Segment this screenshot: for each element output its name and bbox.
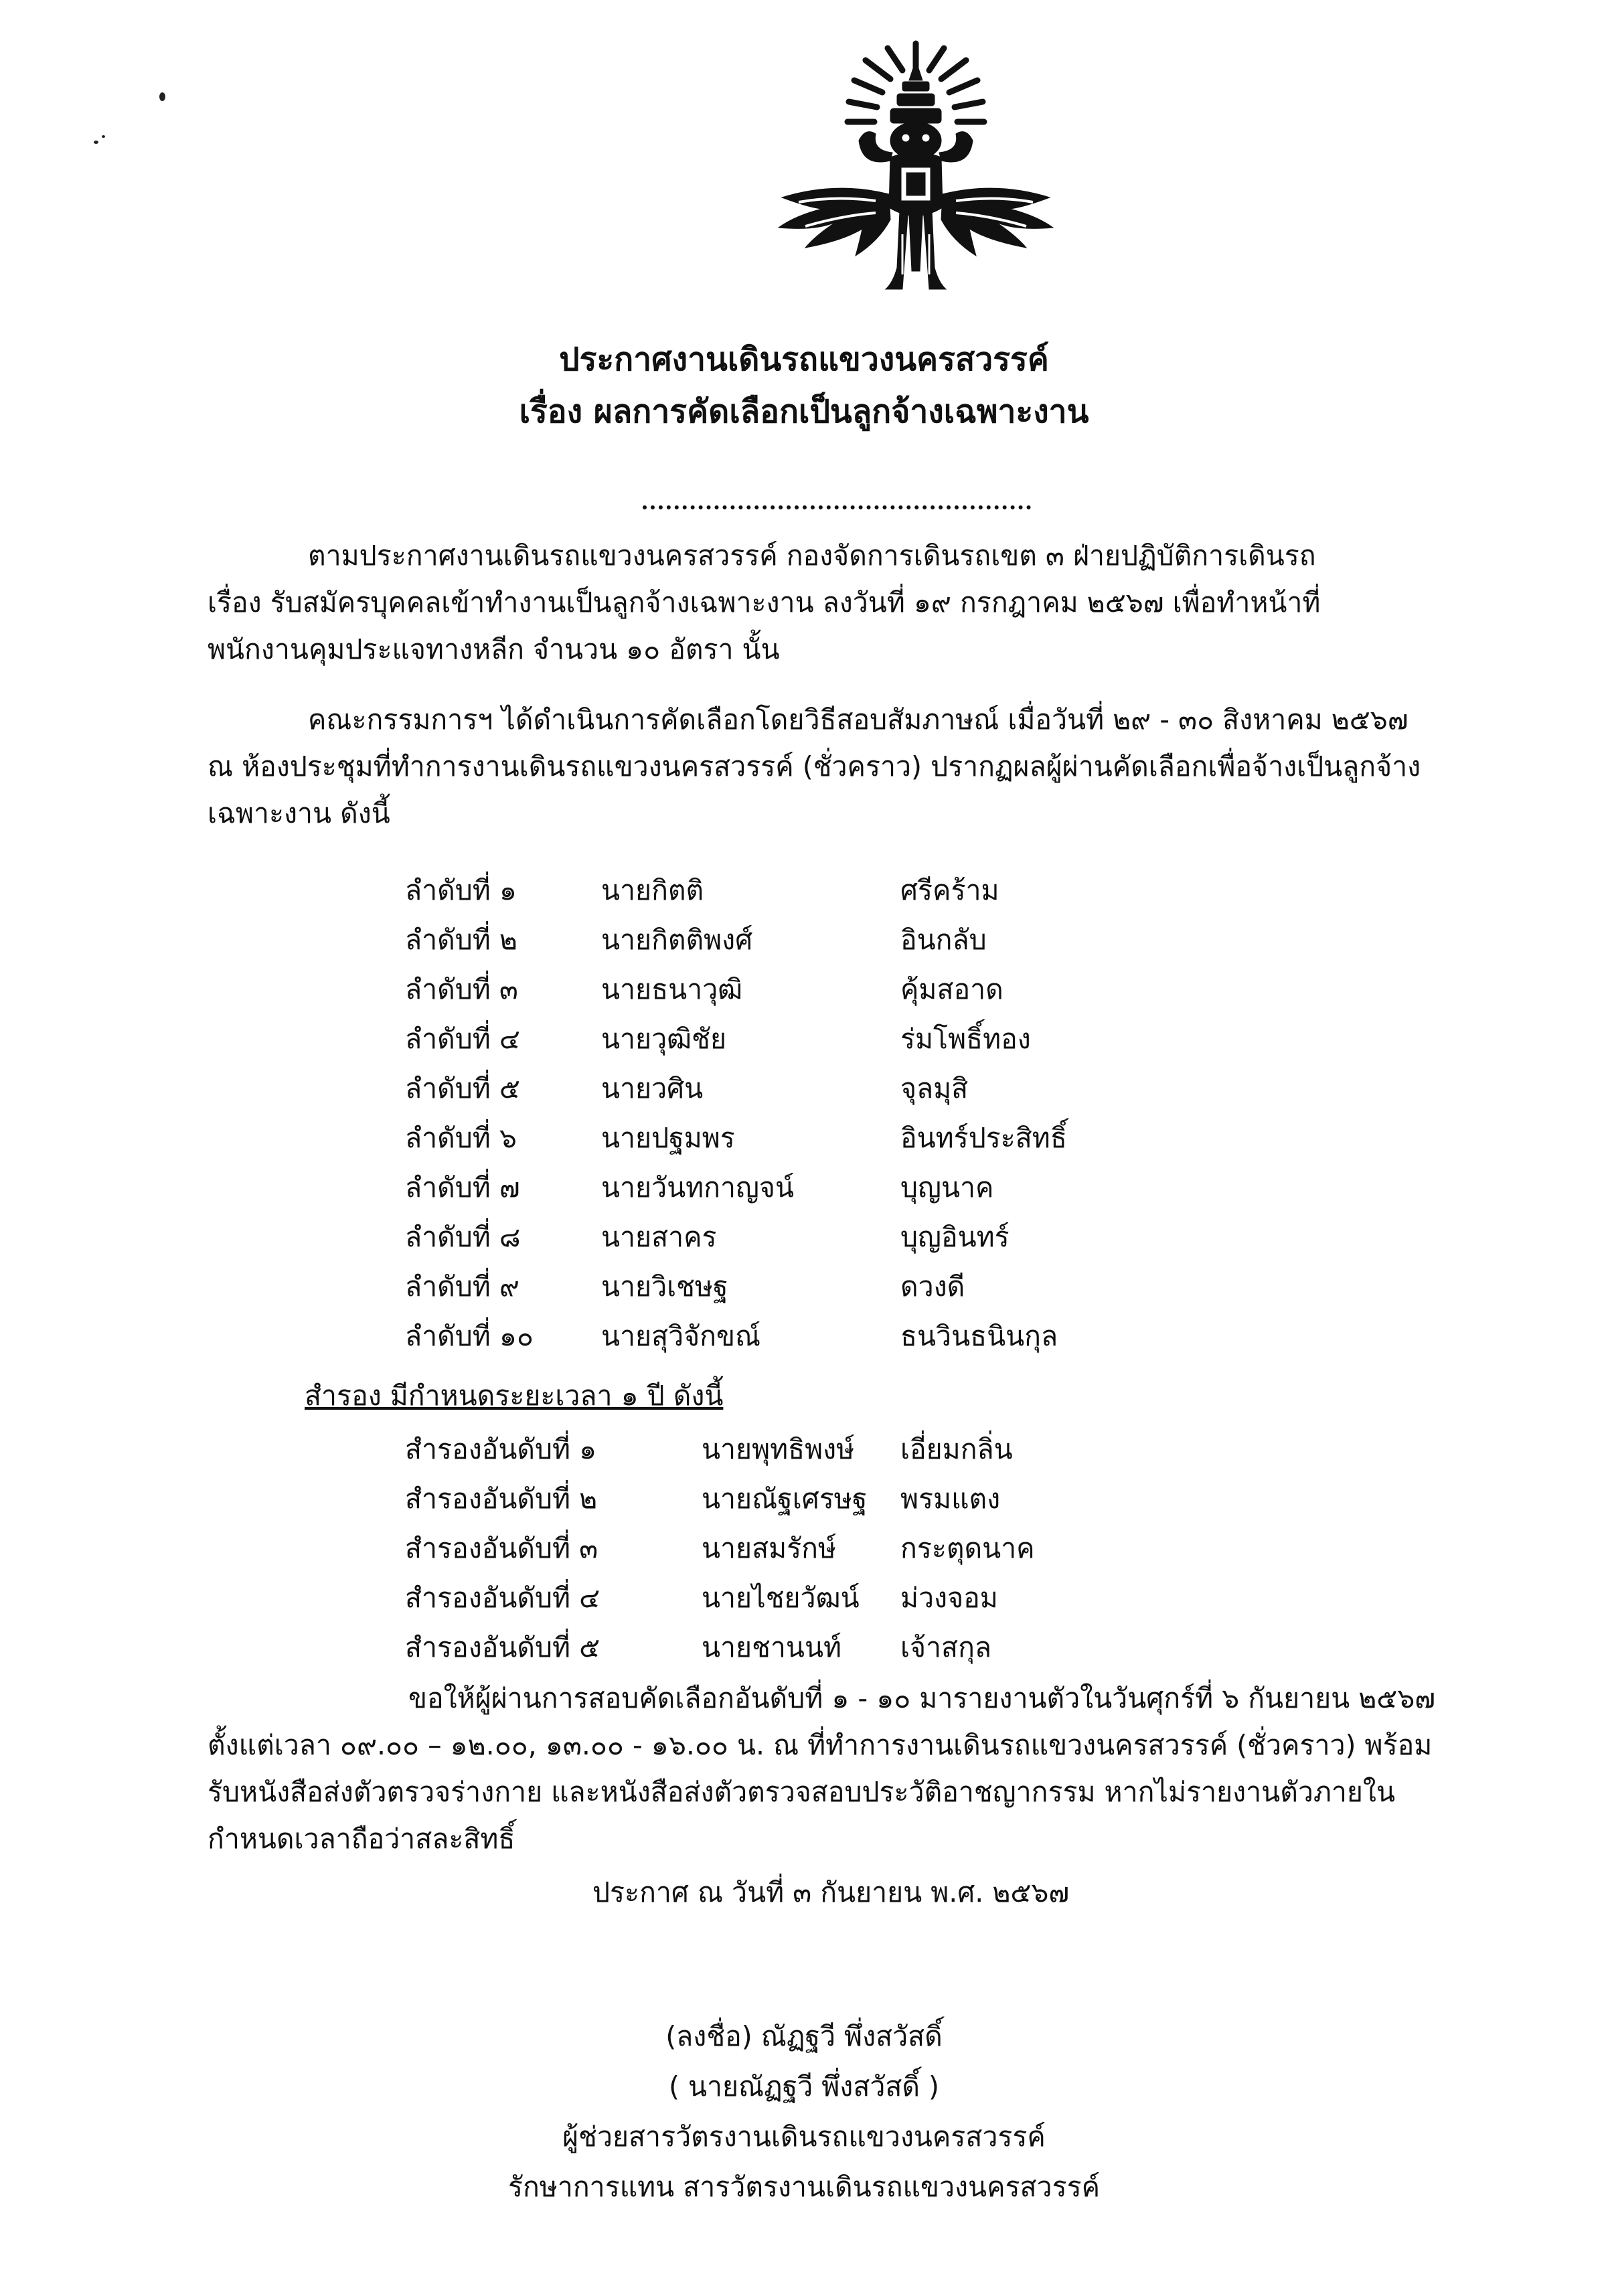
selected-rank: ลำดับที่ ๔	[405, 1023, 520, 1055]
selected-last-name: อินทร์ประสิทธิ์	[900, 1122, 1067, 1154]
selected-first-name: นายวันทกาญจน์	[601, 1171, 794, 1204]
reserve-first-name: นายชานนท์	[702, 1631, 842, 1663]
selected-first-name: นายปฐมพร	[601, 1122, 735, 1154]
selected-first-name: นายวศิน	[601, 1072, 704, 1104]
selected-first-name: นายธนาวุฒิ	[601, 973, 743, 1005]
reserve-last-name: เจ้าสกุล	[900, 1631, 992, 1663]
selected-rank: ลำดับที่ ๙	[405, 1270, 519, 1303]
selected-first-name: นายกิตติพงศ์	[601, 924, 753, 956]
document-title-block	[0, 333, 1608, 438]
selected-last-name: บุญอินทร์	[900, 1221, 1010, 1253]
signature-signed: (ลงชื่อ) ณัฏฐวี พึ่งสวัสดิ์	[665, 2020, 943, 2052]
reserve-first-name: นายไชยวัฒน์	[702, 1582, 860, 1614]
selected-first-name: นายกิตติ	[601, 874, 704, 906]
committee-paragraph	[208, 696, 1466, 837]
committee-line: ณ ห้องประชุมที่ทำการงานเดินรถแขวงนครสวรรค์ (ชั่วคราว) ปรากฏผลผู้ผ่านคัดเลือกเพื่อจ้างเป็นลูกจ้าง	[208, 750, 1421, 783]
selected-rank: ลำดับที่ ๓	[405, 973, 518, 1005]
reserve-first-name: นายณัฐเศรษฐ	[702, 1483, 868, 1515]
selected-first-name: นายวิเชษฐ	[601, 1270, 728, 1303]
report-line: ตั้งแต่เวลา ๐๙.๐๐ – ๑๒.๐๐, ๑๓.๐๐ - ๑๖.๐๐ น. ณ ที่ทำการงานเดินรถแขวงนครสวรรค์ (ชั่วคราว) พร้อม	[208, 1729, 1433, 1761]
signature-acting: รักษาการแทน สารวัตรงานเดินรถแขวงนครสวรรค์	[507, 2171, 1101, 2203]
reserve-heading: สำรอง มีกำหนดระยะเวลา ๑ ปี ดังนี้	[305, 1380, 724, 1412]
selected-last-name: ศรีคร้าม	[900, 874, 999, 906]
selected-last-name: อินกลับ	[900, 924, 987, 956]
report-line: รับหนังสือส่งตัวตรวจร่างกาย และหนังสือส่งตัวตรวจสอบประวัติอาชญากรรม หากไม่รายงานตัวภายใน	[208, 1776, 1395, 1808]
reserve-first-name: นายพุทธิพงษ์	[702, 1433, 855, 1465]
selected-first-name: นายสาคร	[601, 1221, 717, 1253]
intro-line: พนักงานคุมประแจทางหลีก จำนวน ๑๐ อัตรา นั้น	[208, 633, 780, 665]
selected-last-name: ร่มโพธิ์ทอง	[900, 1023, 1031, 1055]
selected-rank: ลำดับที่ ๑๐	[405, 1320, 534, 1352]
intro-line: ตามประกาศงานเดินรถแขวงนครสวรรค์ กองจัดการเดินรถเขต ๓ ฝ่ายปฏิบัติการเดินรถ	[308, 540, 1316, 572]
selected-last-name: บุญนาค	[900, 1171, 994, 1204]
reserve-last-name: เอี่ยมกลิ่น	[900, 1433, 1013, 1465]
report-line: ขอให้ผู้ผ่านการสอบคัดเลือกอันดับที่ ๑ - ๑๐ มารายงานตัวในวันศุกร์ที่ ๖ กันยายน ๒๕๖๗	[408, 1682, 1436, 1714]
selected-rank: ลำดับที่ ๑	[405, 874, 517, 906]
selected-first-name: นายสุวิจักขณ์	[601, 1320, 761, 1352]
report-line: กำหนดเวลาถือว่าสละสิทธิ์	[208, 1823, 515, 1855]
selected-rank: ลำดับที่ ๕	[405, 1072, 520, 1104]
reserve-rank: สำรองอันดับที่ ๕	[405, 1631, 600, 1663]
signature-position: ผู้ช่วยสารวัตรงานเดินรถแขวงนครสวรรค์	[562, 2121, 1046, 2153]
reserve-rank: สำรองอันดับที่ ๒	[405, 1483, 598, 1515]
reserve-last-name: พรมแตง	[900, 1483, 1001, 1515]
reserve-rank: สำรองอันดับที่ ๔	[405, 1582, 600, 1614]
title-divider	[643, 505, 1031, 509]
document-title: ประกาศงานเดินรถแขวงนครสวรรค์	[559, 341, 1049, 378]
intro-line: เรื่อง รับสมัครบุคคลเข้าทำงานเป็นลูกจ้างเฉพาะงาน ลงวันที่ ๑๙ กรกฎาคม ๒๕๖๗ เพื่อทำหน้าที่	[208, 586, 1321, 619]
state-railway-emblem-icon	[742, 40, 1090, 308]
selected-rank: ลำดับที่ ๗	[405, 1171, 520, 1204]
intro-paragraph	[208, 532, 1466, 673]
committee-line: คณะกรรมการฯ ได้ดำเนินการคัดเลือกโดยวิธีสอบสัมภาษณ์ เมื่อวันที่ ๒๙ - ๓๐ สิงหาคม ๒๕๖๗	[308, 704, 1409, 736]
scan-speck	[102, 135, 105, 138]
scan-speck	[159, 92, 165, 101]
scan-speck	[94, 141, 98, 144]
reserve-rank: สำรองอันดับที่ ๓	[405, 1532, 598, 1564]
document-subject: เรื่อง ผลการคัดเลือกเป็นลูกจ้างเฉพาะงาน	[519, 393, 1089, 430]
selected-last-name: คุ้มสอาด	[900, 973, 1003, 1005]
selected-last-name: จุลมุสิ	[900, 1072, 969, 1104]
reserve-last-name: ม่วงจอม	[900, 1582, 998, 1614]
reserve-first-name: นายสมรักษ์	[702, 1532, 836, 1564]
selected-rank: ลำดับที่ ๘	[405, 1221, 521, 1253]
announcement-date: ประกาศ ณ วันที่ ๓ กันยายน พ.ศ. ๒๕๖๗	[592, 1876, 1070, 1908]
selected-first-name: นายวุฒิชัย	[601, 1023, 726, 1055]
signature-name: ( นายณัฏฐวี พึ่งสวัสดิ์ )	[668, 2070, 940, 2103]
report-paragraph	[208, 1675, 1466, 1862]
reserve-last-name: กระตุดนาค	[900, 1532, 1035, 1564]
selected-rank: ลำดับที่ ๖	[405, 1122, 517, 1154]
committee-line: เฉพาะงาน ดังนี้	[208, 797, 390, 829]
reserve-rank: สำรองอันดับที่ ๑	[405, 1433, 597, 1465]
selected-rank: ลำดับที่ ๒	[405, 924, 517, 956]
selected-last-name: ธนวินธนินกุล	[900, 1320, 1058, 1352]
selected-last-name: ดวงดี	[900, 1270, 965, 1303]
